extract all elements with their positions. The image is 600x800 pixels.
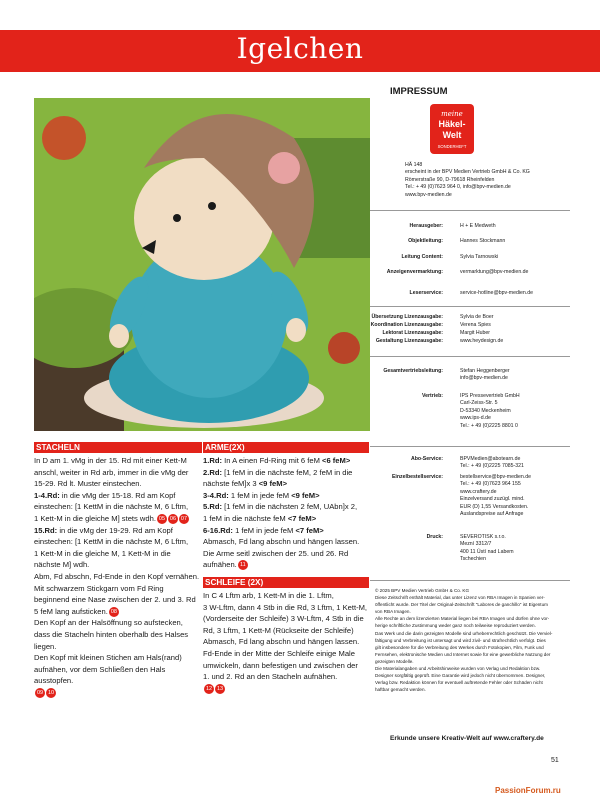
- imp-label: Gestaltung Lizenzausgabe:: [375, 338, 443, 344]
- imp-value: Margit Huber: [460, 330, 490, 336]
- imp-value: Verena Spies: [460, 322, 491, 328]
- schleife-heading: SCHLEIFE (2X): [203, 577, 369, 588]
- imp-label: Abo-Service:: [411, 456, 443, 462]
- arme-line: nächste feM]x 3 <9 feM>: [203, 479, 287, 489]
- imp-label: Einzelbestellservice:: [391, 474, 443, 480]
- step-marker: 07: [180, 515, 188, 522]
- stacheln-section: [34, 442, 202, 698]
- imp-label: Vertrieb:: [421, 393, 443, 399]
- imp-label: Koordination Lizenzausgabe:: [370, 322, 443, 328]
- stacheln-line: 15-29. Rd lt. Muster einstechen.: [34, 479, 142, 489]
- stacheln-line: einstechen: [1 KettM in die nächste M, 6 Lftm,: [34, 537, 189, 547]
- imp-label: Anzeigenvermarktung:: [386, 269, 443, 275]
- stacheln-line: nächste M] wdh.: [34, 560, 90, 570]
- imp-label: Herausgeber:: [409, 223, 443, 229]
- stacheln-line: Den Kopf an der Halsöffnung so aufstecken,: [34, 618, 183, 628]
- step-marker: 11: [238, 560, 248, 570]
- imp-value: BPVMedien@abotearn.de Tel.: + 49 (0)2225 7085-321: [460, 456, 524, 470]
- legal-notice: © 2025 BPV Medien Vertrieb GmbH & Co. KG Diese Zeitschrift enthält Material, das unter Lizenz von RBA Imagen in Spanien ver- öffentlicht wurde. Der Titel der Original-Zeitschrift "Labores de ganchillo" ist Eigentum von RBA Imagen. Alle Rechte an dem lizenzierten Material liegen bei RBA Imagen und dürfen ohne vor- herige schriftliche Zustimmung weder ganz noch teilweise reproduziert werden. Das Werk und die darin gezeigten Modelle sind urheberrechtlich geschützt. Die Verviel- fältigung und Verbreitung ist untersagt und wird zivil- und strafrechtlich verfolgt. Dies gilt insbesondere für die Verbreitung des Werkes durch Fotokopien, Film, Funk und Fernsehen, elektronische Medien und Internet sowie für eine gewerbliche Nutzung der gezeigten Modelle. Die Materialangaben und Arbeitshinweise wurden von Verlag und Redaktion bzw. Designer sorgfältig geprüft. Eine Garantie wird jedoch nicht übernommen. Designer, Verlag bzw. Redaktion können für eventuell auftretende Fehler oder Schäden nicht haftbar gemacht werden.: [375, 588, 553, 693]
- stacheln-text: 5 feM lang aufsticken.: [34, 606, 108, 616]
- imp-label: Druck:: [426, 534, 443, 540]
- stacheln-text: 1 Kett-M in die gleiche M] stets wdh.: [34, 513, 156, 523]
- divider: [370, 580, 570, 581]
- stacheln-line: Mit schwarzem Stickgarn vom Fd Ring: [34, 583, 164, 593]
- imp-value: www.heydesign.de: [460, 338, 504, 344]
- impressum-address: HÄ 148 erscheint in der BPV Medien Vertrieb GmbH & Co. KG Römerstraße 90, D-79618 Rheinfelden Tel.: + 49 (0)7623 964 0, info@bpv-medien.de www.bpv-medien.de: [405, 162, 530, 198]
- stacheln-line: In D am 1. vMg in der 15. Rd mit einer Kett-M: [34, 456, 187, 465]
- arme-line: 3-4.Rd: 1 feM in jede feM <9 feM>: [203, 490, 320, 500]
- imp-value: service-hotline@bpv-medien.de: [460, 290, 534, 296]
- step-marker: 09: [36, 689, 44, 696]
- imp-label: Leitung Content:: [401, 254, 443, 260]
- divider: [370, 356, 570, 357]
- arme-line: aufnähen. 11: [203, 559, 369, 571]
- step-marker: 05: [158, 515, 166, 522]
- stacheln-line: anschl, weiter in Rd arb, immer in die vMg der: [34, 467, 189, 477]
- imp-label: Leserservice:: [409, 290, 443, 296]
- craftery-link[interactable]: Erkunde unsere Kreativ-Welt auf www.craftery.de: [390, 735, 544, 742]
- stacheln-line: beginnend eine Nase zwischen der 2. und 3. Rd: [34, 595, 196, 605]
- schleife-line: Abmasch, Fd lang abschn und hängen lassen.: [203, 637, 360, 647]
- step-marker: 06: [169, 515, 177, 522]
- arme-line: 1.Rd: In A einen Fd-Ring mit 6 feM <6 feM>: [203, 456, 351, 465]
- stacheln-line: 1-4.Rd: in die vMg der 15-18. Rd am Kopf: [34, 490, 176, 500]
- schleife-line: 1. und 2. Rd an den Stacheln aufnähen.: [203, 672, 338, 682]
- imp-value: Stefan Heggenberger info@bpv-medien.de: [460, 368, 510, 382]
- schleife-line: umwickeln, dann befestigen und zwischen der: [203, 660, 358, 670]
- page-number: 51: [551, 757, 559, 764]
- stacheln-line: ausstopfen.: [34, 676, 74, 686]
- haekel-welt-logo: [430, 104, 474, 154]
- logo-line1: meine: [441, 110, 463, 118]
- step-marker: 10: [47, 689, 55, 696]
- imp-label: Gesamtvertriebsleitung:: [383, 368, 443, 374]
- impressum-title: IMPRESSUM: [390, 86, 448, 97]
- page-title: Igelchen: [236, 32, 364, 65]
- stacheln-line: [34, 606, 202, 618]
- arme-line: Abmasch, Fd lang abschn und hängen lassen.: [203, 537, 360, 547]
- imp-value: H + E Medweth: [460, 223, 496, 229]
- stacheln-line: liegen.: [34, 641, 57, 651]
- divider: [370, 210, 570, 211]
- schleife-line: Fd-Ende in der Mitte der Schleife einige Male: [203, 648, 355, 658]
- schleife-line: 3 W-Lftm, dann 4 Stb in die Rd, 3 Lftm, 1 Kett-M,: [203, 602, 368, 612]
- logo-line3: Welt: [442, 130, 462, 140]
- stacheln-line: 1 Kett-M in die gleiche M, 1 Kett-M in die: [34, 548, 171, 558]
- schleife-line: [203, 683, 369, 695]
- imp-label: Objektleitung:: [408, 238, 443, 244]
- stacheln-line: einstechen: [1 KettM in die nächste M, 6 Lftm,: [34, 502, 189, 512]
- logo-line4: SONDERHEFT: [437, 144, 467, 149]
- stacheln-line: aufnähen, vor dem Schließen den Hals: [34, 664, 166, 674]
- divider: [370, 306, 570, 307]
- stacheln-line: [34, 687, 202, 699]
- stacheln-line: Den Kopf mit kleinen Stichen am Hals(rand): [34, 653, 182, 663]
- schleife-line: Rd, 3 Lftm, 1 Kett-M (Rückseite der Schleife): [203, 625, 354, 635]
- stacheln-line: 15.Rd: in die vMg der 19-29. Rd am Kopf: [34, 525, 173, 535]
- arme-line: 2.Rd: [1 feM in die nächste feM, 2 feM in die: [203, 467, 353, 477]
- imp-label: Übersetzung Lizenzausgabe:: [371, 314, 443, 320]
- arme-line: 1 feM in die nächste feM <7 feM>: [203, 513, 317, 523]
- imp-value: SEVEROTISK s.r.o. Mezní 3312/7 400 11 Ústí nad Labem Tschechien: [460, 534, 514, 563]
- stacheln-line: dass die Stacheln hinten oberhalb des Halses: [34, 629, 189, 639]
- divider: [370, 446, 570, 447]
- arme-line: Die Arme seitl zwischen der 25. und 26. Rd: [203, 548, 349, 558]
- arme-heading: ARME(2X): [203, 442, 369, 453]
- schleife-line: In C 4 Lftm arb, 1 Kett-M in die 1. Lftm,: [203, 590, 334, 600]
- arme-line: 6-16.Rd: 1 feM in jede feM <7 feM>: [203, 525, 324, 535]
- stacheln-line: [34, 513, 202, 525]
- stacheln-heading: STACHELN: [34, 442, 202, 453]
- imp-label: Lektorat Lizenzausgabe:: [382, 330, 443, 336]
- logo-line2: Häkel-: [438, 119, 466, 129]
- imp-value: Sylvia de Boer: [460, 314, 494, 320]
- stacheln-line: Abm, Fd abschn, Fd-Ende in den Kopf vernähen.: [34, 571, 200, 581]
- schleife-line: (Vorderseite der Schleife) 3 W-Lftm, 4 Stb in die: [203, 614, 364, 624]
- imp-value: Hannes Stockmann: [460, 238, 506, 244]
- imp-value: IPS Pressevertrieb GmbH Carl-Zeiss-Str. 5 D-53340 Meckenheim www.ips-d.de Tel.: + 49 (0)2225 8801 0: [460, 393, 520, 429]
- arme-line: 5.Rd: [1 feM in die nächsten 2 feM, UAbn]x 2,: [203, 502, 358, 512]
- crochet-hedgehog-photo: [34, 98, 370, 431]
- step-marker: 12: [205, 685, 213, 692]
- imp-value: bestellservice@bpv-medien.de Tel.: + 49 (0)7623 964 155 www.craftery.de Einzelversand zuzügl. mind. EUR (D) 1,55 Versandkosten. Auslandspreise auf Anfrage: [460, 474, 532, 518]
- step-marker: 08: [110, 608, 117, 615]
- imp-value: Sylvia Tarnowski: [460, 254, 499, 260]
- watermark: PassionForum.ru: [495, 786, 561, 795]
- imp-value: vermarktung@bpv-medien.de: [460, 269, 529, 275]
- step-marker: 13: [216, 685, 224, 692]
